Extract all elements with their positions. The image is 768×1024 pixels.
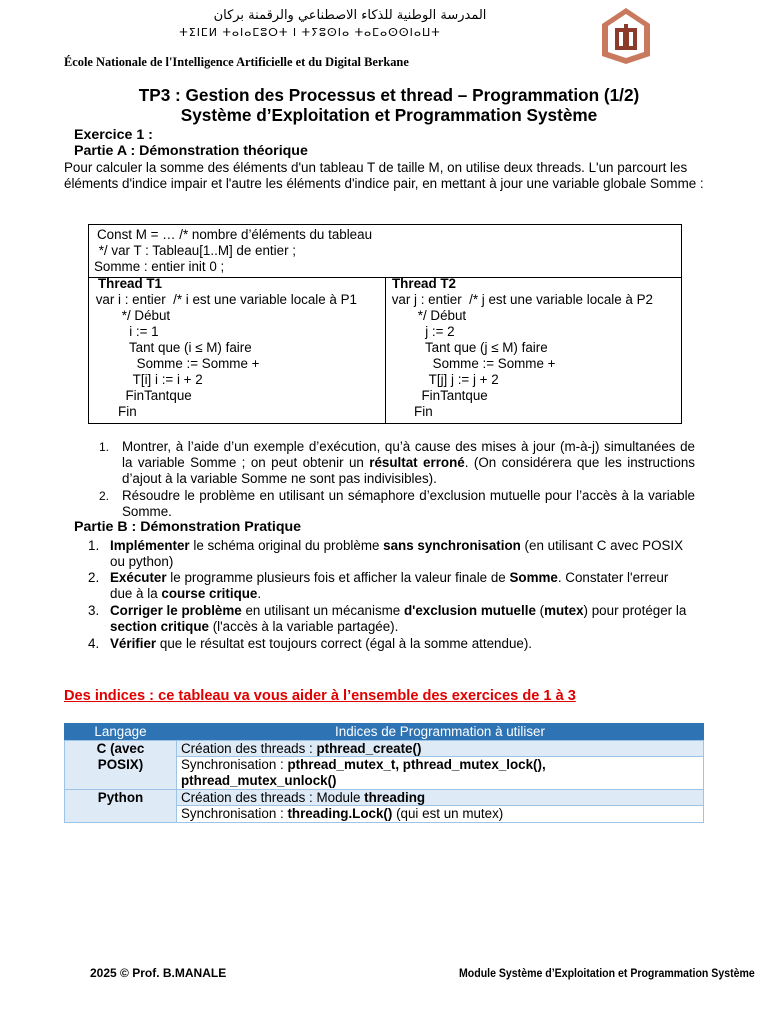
step-1-action: Implémenter [110,538,190,553]
indices-heading: Des indices : ce tableau va vous aider à l’ensemble des exercices de 1 à 3 [64,688,576,704]
part-b-heading: Partie B : Démonstration Pratique [74,519,302,535]
step-2 [110,570,690,602]
step-2-bold: Somme [509,570,558,585]
step-3-mutex: mutex [544,603,584,618]
step-number: 2. [88,570,100,585]
code-line: */ var T : Tableau[1..M] de entier ; [95,243,296,258]
school-name-arabic: المدرسة الوطنية للذكاء الاصطناعي والرقمنة بركان [213,8,487,23]
step-3-text: en utilisant un mécanisme [241,603,404,618]
page-subtitle: Système d’Exploitation et Programmation Système [180,105,598,125]
part-a-intro: Pour calculer la somme des éléments d'un tableau T de taille M, on utilise deux threads. L'un parcourt les éléments d'indice impair et l'autre les éléments d'indice pair, en mettant à jour une variable globale Somme : [64,160,704,191]
step-1 [110,538,690,570]
step-4 [110,636,690,652]
table-cell-python-language: Python [64,789,177,823]
python-threads-module: threading [364,790,426,805]
step-3-text-end: (l'accès à la variable partagée). [208,619,399,634]
t1-line: i := 1 [92,324,159,339]
python-threads-label: Création des threads : Module [181,790,365,805]
c-threads-function: pthread_create() [316,741,422,756]
question-1 [122,439,695,487]
c-language-line-1: C (avec [96,741,145,756]
step-number: 1. [88,538,100,553]
exercise-heading: Exercice 1 : [74,127,153,143]
t2-line: T[j] j := j + 2 [388,372,499,387]
column-divider [385,277,386,423]
c-sync-functions: pthread_mutex_t, pthread_mutex_lock(), [287,757,546,772]
code-line: Const M = … /* nombre d’éléments du tableau [97,227,373,242]
step-4-text: que le résultat est toujours correct (égal à la somme attendue). [156,636,533,651]
t1-line: T[i] i := i + 2 [92,372,203,387]
part-a-heading: Partie A : Démonstration théorique [74,143,308,159]
step-3-text-mid: ) pour protéger la [583,603,687,618]
t1-line: Tant que (i ≤ M) faire [92,340,252,355]
step-1-bold: sans synchronisation [383,538,521,553]
thread-t2-title: Thread T2 [392,276,456,291]
t2-line: FinTantque [388,388,488,403]
step-3-bold-2: section critique [110,619,209,634]
step-2-text-mid: . Constater l'erreur due à la [110,570,669,601]
t2-line: Tant que (j ≤ M) faire [388,340,548,355]
c-language-line-2: POSIX) [97,757,144,772]
step-3-bold: d'exclusion mutuelle [403,603,536,618]
python-sync-note: (qui est un mutex) [392,806,504,821]
step-number: 3. [88,603,100,618]
step-3-paren: ( [535,603,545,618]
step-2-text-end: . [257,586,262,601]
table-cell-python-threads [176,789,704,806]
t2-line: j := 2 [388,324,455,339]
school-logo-icon [598,6,654,66]
pseudocode-declarations [89,225,681,278]
t1-line: FinTantque [92,388,192,403]
question-number: 2. [99,489,110,503]
table-cell-python-sync [176,805,704,823]
table-cell-c-sync [176,756,704,790]
python-sync-lock: threading.Lock() [287,806,393,821]
footer-author: 2025 © Prof. B.MANALE [90,966,227,980]
school-name-french: École Nationale de l'Intelligence Artificielle et du Digital Berkane [64,55,409,69]
table-header-hints: Indices de Programmation à utiliser [176,723,704,741]
table-cell-c-threads [176,740,704,757]
q1-text-end: . (On considérera que les instructions d’ajout à la variable Somme ne sont pas indivisibles). [122,455,695,486]
t1-line: Fin [92,404,137,419]
t2-line: Fin [388,404,433,419]
pseudocode-box [88,224,682,424]
thread-t1-title: Thread T1 [98,276,162,291]
step-3-action: Corriger le problème [110,603,242,618]
step-1-text-end: (en utilisant C avec POSIX ou python) [110,538,684,569]
code-line: Somme : entier init 0 ; [94,259,225,274]
python-sync-label: Synchronisation : [181,806,288,821]
step-3 [110,603,690,635]
t2-line: var j : entier /* j est une variable locale à P2 [388,292,653,307]
step-2-bold-2: course critique [161,586,258,601]
t2-line: Somme := Somme + [388,356,556,371]
c-sync-label: Synchronisation : [181,757,288,772]
c-sync-unlock: pthread_mutex_unlock() [181,773,337,788]
c-threads-label: Création des threads : [181,741,317,756]
t1-line: Somme := Somme + [92,356,260,371]
step-2-text: le programme plusieurs fois et afficher la valeur finale de [166,570,510,585]
t2-line: */ Début [388,308,467,323]
question-2: Résoudre le problème en utilisant un sémaphore d’exclusion mutuelle pour l’accès à la variable Somme. [122,488,695,519]
table-header-language: Langage [64,723,177,741]
step-number: 4. [88,636,100,651]
q1-text: Montrer, à l’aide d’un exemple d’exécution, qu’à cause des mises à jour (m-à-j) simultanées de la variable Somme ; on peut obtenir un [122,439,695,470]
table-cell-c-language [64,740,177,790]
step-4-action: Vérifier [110,636,157,651]
step-1-text: le schéma original du problème [189,538,384,553]
q1-bold: résultat erroné [369,455,465,470]
page-title: TP3 : Gestion des Processus et thread – Programmation (1/2) [138,85,640,105]
school-name-tifinagh: ⵜⵉⵏⵎⵍ ⵜⴰⵏⴰⵎⵓⵔⵜ ⵏ ⵜⵢⵓⵙⵏⴰ ⵜⴰⵎⴰⵙⵙⵏⴰⵡⵜ [179,26,441,39]
step-2-action: Exécuter [110,570,167,585]
question-number: 1. [99,440,110,454]
t1-line: */ Début [92,308,171,323]
t1-line: var i : entier /* i est une variable locale à P1 [92,292,357,307]
footer-module: Module Système d’Exploitation et Programmation Système [459,966,755,980]
